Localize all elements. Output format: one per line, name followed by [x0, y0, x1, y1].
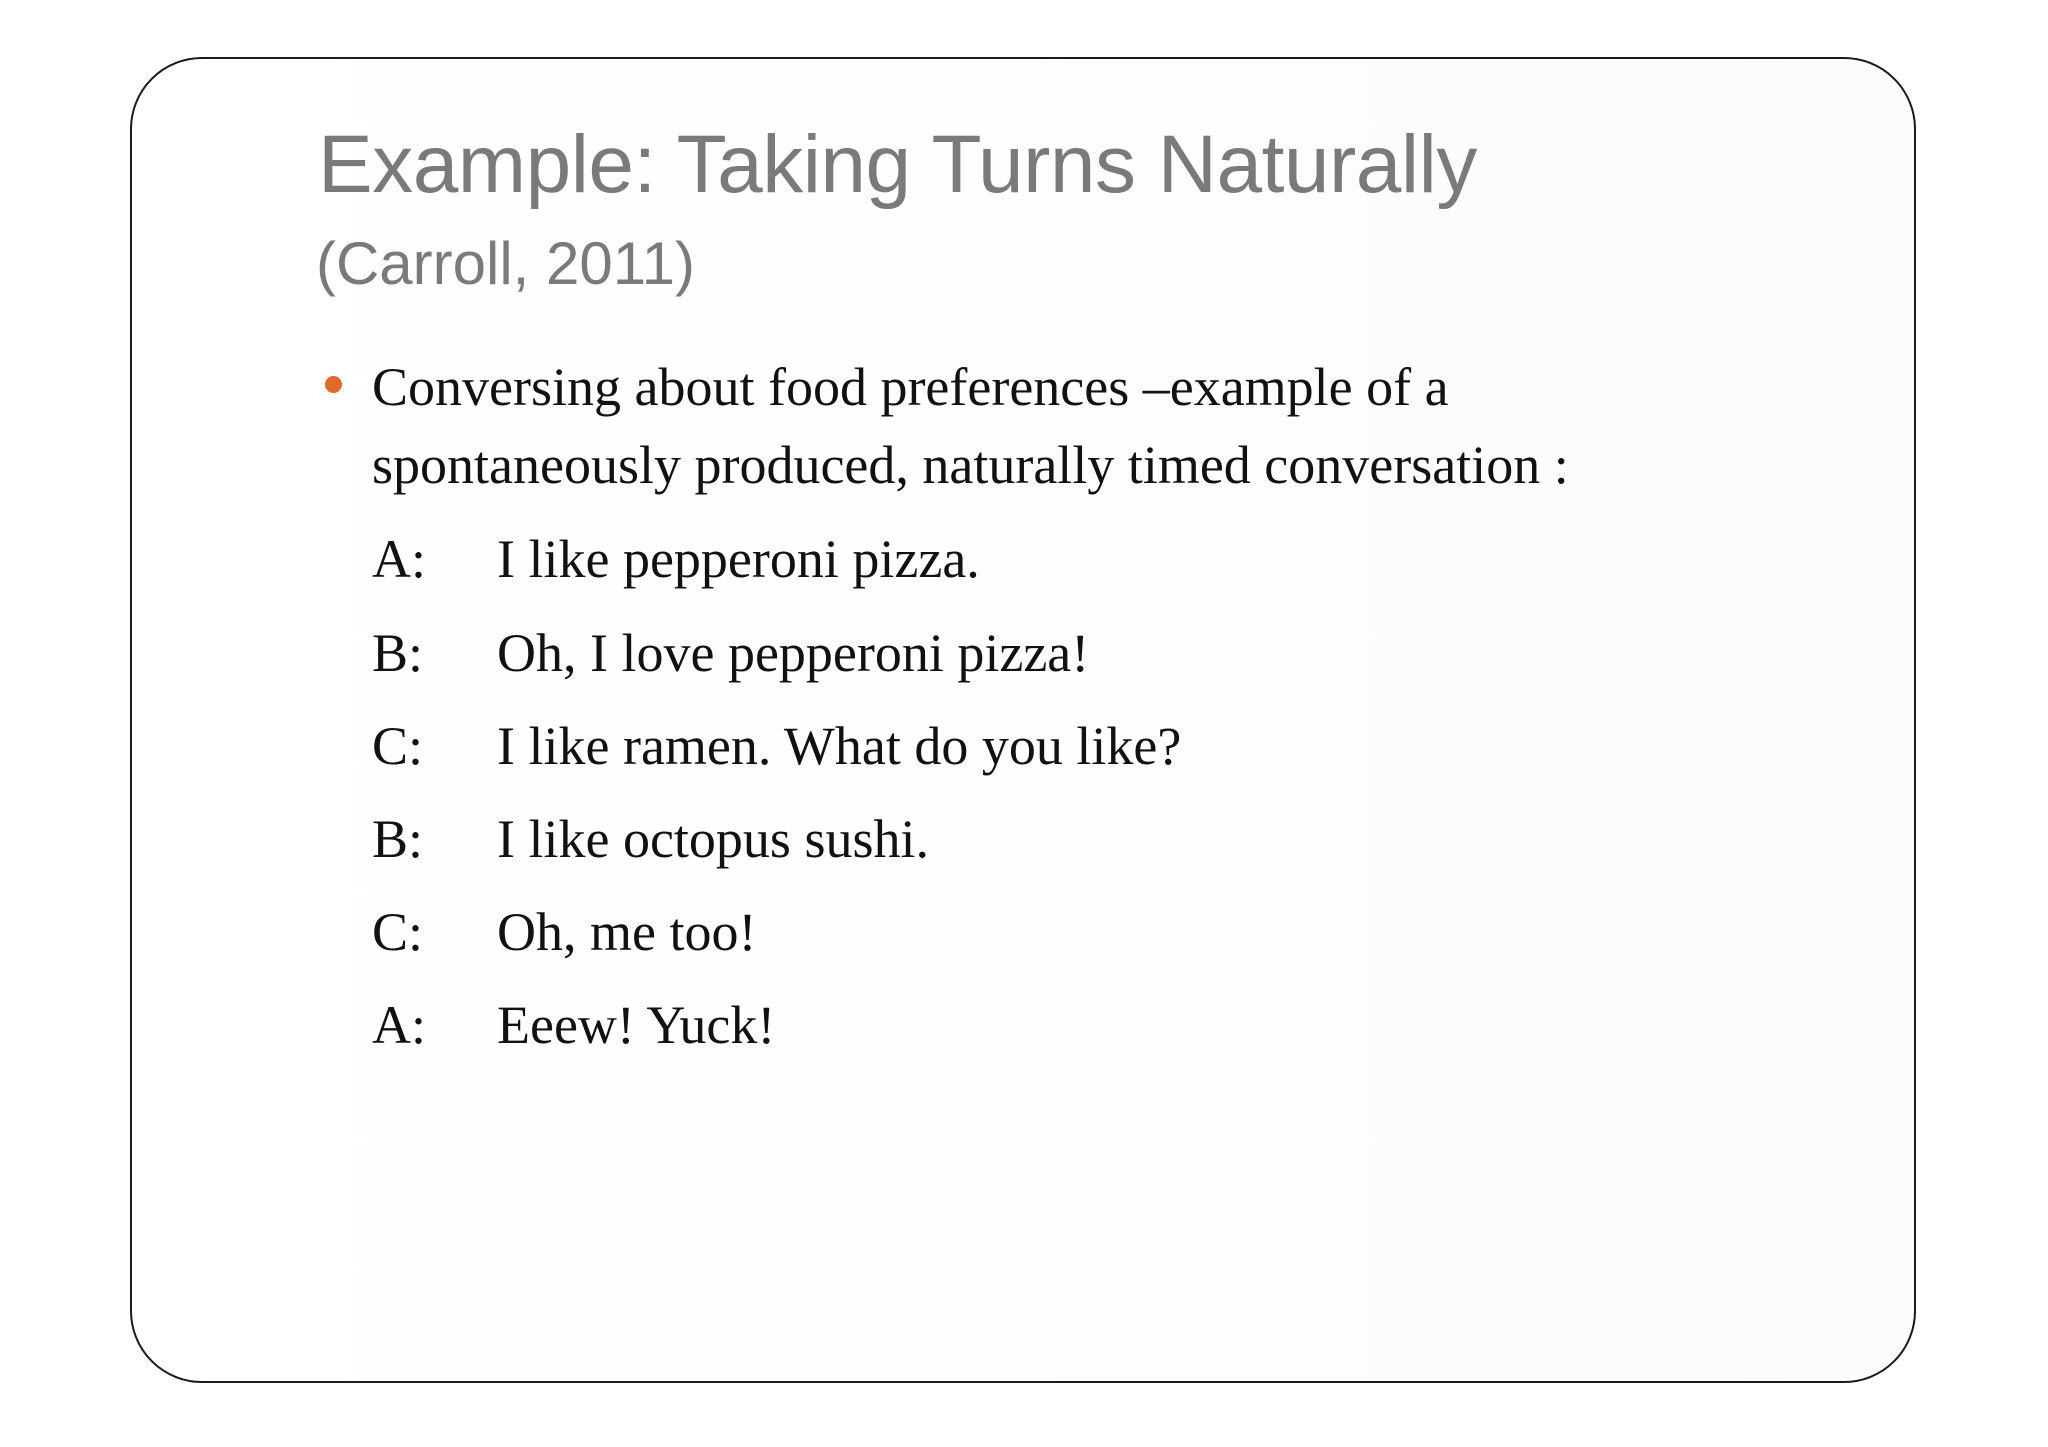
- dialogue-utterance: I like octopus sushi.: [497, 809, 929, 869]
- slide-title: Example: Taking Turns Naturally: [318, 119, 1477, 210]
- bullet-text-line-1: Conversing about food preferences –example of a: [372, 357, 1449, 417]
- dialogue-speaker: B:: [372, 623, 424, 683]
- dialogue-utterance: I like ramen. What do you like?: [497, 716, 1182, 776]
- dialogue-utterance: I like pepperoni pizza.: [497, 529, 980, 589]
- slide-subtitle-citation: (Carroll, 2011): [316, 230, 696, 297]
- dialogue-utterance: Eeew! Yuck!: [497, 995, 776, 1055]
- dialogue-speaker: B:: [372, 809, 424, 869]
- dialogue-utterance: Oh, I love pepperoni pizza!: [497, 623, 1090, 683]
- dialogue-speaker: A:: [372, 995, 426, 1055]
- dialogue-utterance: Oh, me too!: [497, 902, 757, 962]
- bullet-text-line-2: spontaneously produced, naturally timed conversation :: [372, 435, 1569, 495]
- dialogue-speaker: A:: [372, 529, 426, 589]
- dialogue-speaker: C:: [372, 716, 424, 776]
- bullet-dot-icon: [325, 376, 342, 393]
- dialogue-speaker: C:: [372, 902, 424, 962]
